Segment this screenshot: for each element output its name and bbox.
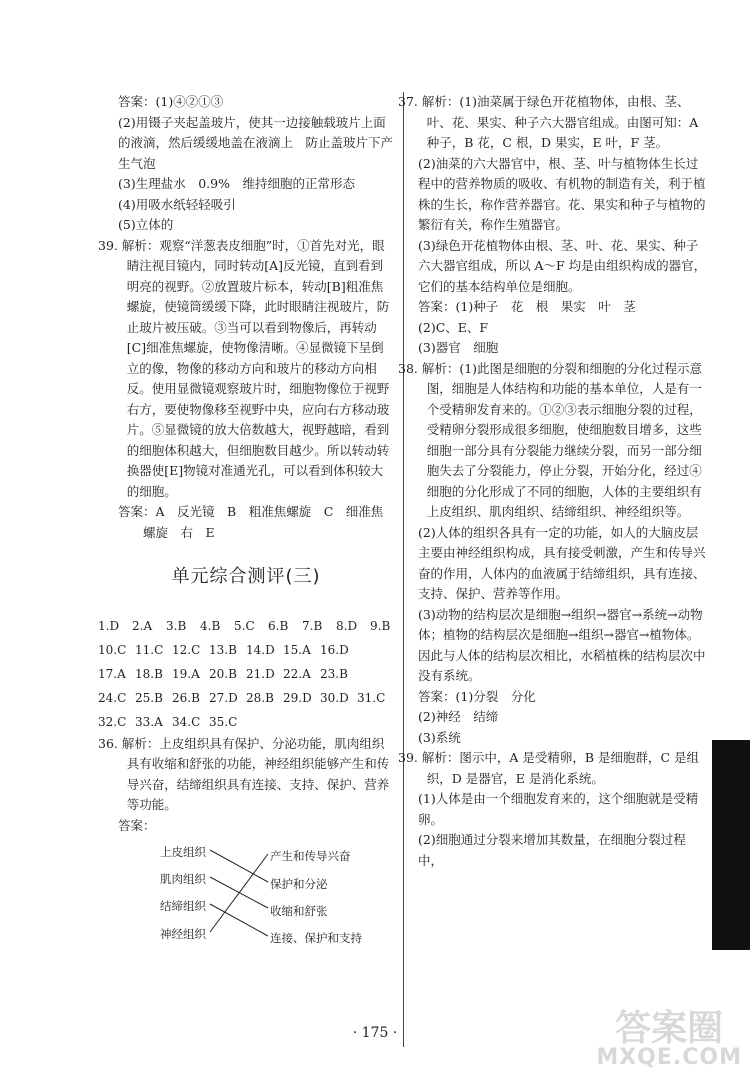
- mcq-answer: 29.D: [283, 690, 312, 705]
- analysis-line: (2)油菜的六大器官中，根、茎、叶与植物体生长过程中的营养物质的吸收、有机物的制造有关，利于植株的生长，称作营养器官。花、果实和种子与植物的繁衍有关，称作生殖器官。: [418, 155, 706, 232]
- question-38-answer: 答案：(1)分裂 分化: [418, 688, 536, 704]
- match-right-item: 产生和传导兴奋: [270, 849, 351, 863]
- mcq-answer: 3.B: [166, 618, 187, 633]
- column-divider: [403, 92, 404, 1047]
- mcq-answer: 34.C: [172, 714, 201, 729]
- match-left-item: 肌肉组织: [160, 872, 206, 886]
- answer-line: (2)C、E、F: [418, 319, 489, 335]
- watermark-url: MXQE.COM: [596, 1045, 742, 1070]
- answer-line: (3)生理盐水 0.9% 维持细胞的正常形态: [118, 176, 355, 191]
- mcq-answer: 19.A: [172, 666, 200, 681]
- mcq-row: [98, 662, 394, 686]
- question-39-analysis-right: 39. 解析：图示中，A 是受精卵，B 是细胞群，C 是组织，D 是器官，E 是消化系统。: [398, 750, 700, 786]
- mcq-answer: 23.B: [320, 666, 348, 681]
- matching-diagram: [118, 842, 394, 952]
- mcq-answer: 28.B: [246, 690, 274, 705]
- match-left-item: 上皮组织: [160, 845, 206, 859]
- question-38-analysis: 38. 解析：(1)此图是细胞的分裂和细胞的分化过程示意图，细胞是人体结构和功能的基本单位，人是有一个受精卵发育来的。①②③表示细胞分裂的过程，受精卵分裂形成很多细胞，使细胞数目增多，这些细胞一部分具有分裂能力继续分裂，而另一部分细胞失去了分裂能力，停止分裂，开始分化，经过④细胞的分化形成了不同的细胞，人体的主要组织有上皮组织、肌肉组织、结缔组织、神经组织等。: [398, 360, 703, 519]
- question-36-answer-label: 答案：: [118, 817, 156, 833]
- mcq-answer: 4.B: [200, 618, 221, 633]
- answer-line: (4)用吸水纸轻轻吸引: [118, 196, 236, 212]
- question-37-answer: 答案：(1)种子 花 根 果实 叶 茎: [418, 299, 636, 314]
- analysis-line: (2)细胞通过分裂来增加其数量，在细胞分裂过程中，: [418, 832, 686, 868]
- mcq-answer: 30.D: [320, 690, 349, 705]
- watermark-text: 答案圈: [615, 1008, 724, 1049]
- mcq-answer: 18.B: [135, 666, 163, 681]
- mcq-answer: 27.D: [209, 690, 238, 705]
- mcq-answer: 9.B: [370, 618, 391, 633]
- mcq-answer: 32.C: [98, 714, 127, 729]
- mcq-answer: 24.C: [98, 690, 127, 705]
- mcq-answer: 7.B: [302, 618, 323, 633]
- mcq-answer: 6.B: [268, 618, 289, 633]
- match-right-item: 连接、保护和支持: [270, 931, 362, 945]
- right-column: [398, 92, 708, 871]
- match-right-item: 收缩和舒张: [270, 904, 328, 918]
- match-right-item: 保护和分泌: [270, 877, 328, 891]
- mcq-answer: 26.B: [172, 690, 200, 705]
- question-39-analysis: 39. 解析：观察“洋葱表皮细胞”时，①首先对光，眼睛注视目镜内，同时转动[A]反光镜，直到看到明亮的视野。②放置玻片标本，转动[B]粗准焦螺旋，使镜筒缓缓下降，此时眼睛注视玻片，防止玻片被压破。③当可以看到物像后，再转动[C]细准焦螺旋，使物像清晰。④显微镜下呈倒立的像，物像的移动方向和玻片的移动方向相反。使用显微镜观察玻片时，细胞物像位于视野右方，要使物像移至视野中央，应向右方移动玻片。⑤显微镜的放大倍数越大，视野越暗，看到的细胞体积越大，但细胞数目越少。所以转动转换器使[E]物镜对准通光孔，可以看到体积较大的细胞。: [98, 237, 390, 499]
- question-37-analysis: 37. 解析：(1)油菜属于绿色开花植物体，由根、茎、叶、花、果实、种子六大器官组成。由图可知：A 种子，B 花，C 根，D 果实，E 叶，F 茎。: [398, 94, 699, 150]
- mcq-answer: 25.B: [135, 690, 163, 705]
- mcq-row: [98, 710, 394, 734]
- mcq-answer: 15.A: [283, 642, 311, 657]
- mcq-answer: 1.D: [98, 618, 120, 633]
- mcq-answer: 22.A: [283, 666, 311, 681]
- mcq-answer: 5.C: [234, 618, 255, 633]
- mcq-answer: 2.A: [132, 618, 153, 633]
- side-tab: [712, 740, 750, 950]
- mcq-answer: 17.A: [98, 666, 126, 681]
- mcq-answer: 10.C: [98, 642, 127, 657]
- section-title: 单元综合测评(三): [171, 566, 321, 587]
- answer-line: (5)立体的: [118, 217, 174, 232]
- question-36-analysis: 36. 解析：上皮组织具有保护、分泌功能，肌肉组织具有收缩和舒张的功能，神经组织能够产生和传导兴奋，结缔组织具有连接、支持、保护、营养等功能。: [98, 735, 390, 812]
- mcq-answer: 12.C: [172, 642, 201, 657]
- watermark-logo: [596, 1008, 742, 1070]
- mcq-answers: [98, 614, 394, 734]
- mcq-answer: 16.D: [320, 642, 349, 657]
- analysis-line: (3)绿色开花植物体由根、茎、叶、花、果实、种子六大器官组成，所以 A～F 均是由组织构成的器官，它们的基本结构单位是细胞。: [418, 237, 707, 294]
- mcq-answer: 8.D: [336, 618, 358, 633]
- mcq-answer: 20.B: [209, 666, 237, 681]
- analysis-line: (3)动物的结构层次是细胞→组织→器官→系统→动物体；植物的结构层次是细胞→组织→器官→植物体。因此与人体的结构层次相比，水稻植株的结构层次中没有系统。: [418, 606, 706, 683]
- mcq-answer: 31.C: [357, 690, 386, 705]
- mcq-answer: 13.B: [209, 642, 237, 657]
- left-column: [98, 92, 394, 952]
- match-left-item: 结缔组织: [160, 899, 206, 913]
- analysis-line: (1)人体是由一个细胞发育来的，这个细胞就是受精卵。: [418, 791, 699, 827]
- match-left-item: 神经组织: [160, 927, 206, 941]
- mcq-answer: 11.C: [135, 642, 164, 657]
- mcq-row: [98, 614, 394, 638]
- question-39-answer: 答案：A 反光镜 B 粗准焦螺旋 C 细准焦螺旋 右 E: [118, 504, 384, 540]
- mcq-answer: 35.C: [209, 714, 238, 729]
- mcq-row: [98, 686, 394, 710]
- mcq-answer: 33.A: [135, 714, 163, 729]
- analysis-line: (2)人体的组织各具有一定的功能，如人的大脑皮层主要由神经组织构成，具有接受刺激，产生和传导兴奋的作用，人体内的血液属于结缔组织，具有连接、支持、保护、营养等作用。: [418, 524, 706, 601]
- mcq-row: [98, 638, 394, 662]
- page-number: · 175 ·: [352, 1025, 398, 1041]
- mcq-answer: 14.D: [246, 642, 275, 657]
- answer-line: (3)器官 细胞: [418, 340, 499, 355]
- mcq-answer: 21.D: [246, 666, 275, 681]
- answer-line: (3)系统: [418, 729, 461, 745]
- answer-line: (2)用镊子夹起盖玻片，使其一边接触载玻片上面的液滴，然后缓缓地盖在液滴上 防止盖玻片下产生气泡: [118, 114, 394, 171]
- answer-line: (2)神经 结缔: [418, 709, 499, 724]
- answer-38-left: 答案：(1)④②①③: [118, 94, 224, 109]
